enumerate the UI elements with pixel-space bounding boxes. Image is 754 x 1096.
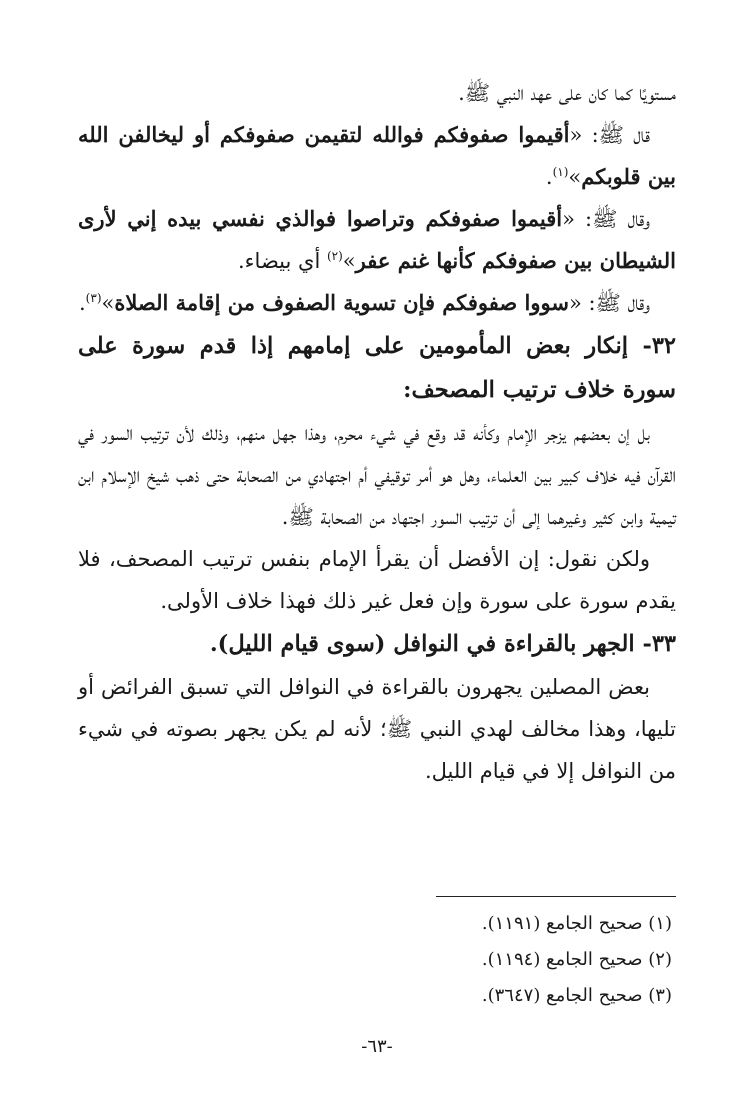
hadith-3-text: سووا صفوفكم فإن تسوية الصفوف من إقامة الصلاة (114, 290, 569, 315)
section-33-paragraph-1: بعض المصلين يجهرون بالقراءة في النوافل التي تسبق الفرائض أو تليها، وهذا مخالف لهدي النبي ﷺ؛ لأنه لم يكن يجهر بصوته في شيء من النوافل إلا في قيام الليل. (78, 675, 676, 783)
footnote-3: (٣) صحيح الجامع (٣٦٤٧). (481, 985, 672, 1006)
hadith-2-close: » (342, 249, 356, 273)
hadith-3 (78, 282, 676, 324)
hadith-2-intro: وقال ﷺ: « (562, 207, 650, 231)
footnote-1: (١) صحيح الجامع (١١٩١). (481, 913, 672, 934)
hadith-3-close: » (101, 291, 115, 315)
hadith-1-text: أقيموا صفوفكم فوالله لتقيمن صفوفكم أو ليخالفن الله بين قلوبكم (78, 122, 676, 189)
section-32-paragraph-1: بل إن بعضهم يزجر الإمام وكأنه قد وقع في شيء محرم، وهذا جهل منهم، وذلك لأن ترتيب السور في القرآن فيه خلاف كبير بين العلماء، وهل هو أمر توقيفي أم اجتهادي من الصحابة حتى ذهب شيخ الإسلام ابن تيمية وابن كثير وغيرهما إلى أن ترتيب السور اجتهاد من الصحابة ﷺ. (78, 421, 676, 529)
hadith-3-intro: وقال ﷺ: « (568, 291, 650, 315)
hadith-2 (78, 198, 676, 282)
section-32-paragraph-2: ولكن نقول: إن الأفضل أن يقرأ الإمام بنفس ترتيب المصحف، فلا يقدم سورة على سورة وإن فعل غير ذلك فهذا خلاف الأولى. (78, 547, 676, 613)
footnote-ref-1: (١) (552, 165, 569, 179)
hadith-2-text: أقيموا صفوفكم وتراصوا فوالذي نفسي بيده إني لأرى الشيطان بين صفوفكم كأنها غنم عفر (78, 206, 676, 273)
page-number: -٦٣- (361, 1036, 393, 1057)
footnote-2: (٢) صحيح الجامع (١١٩٤). (481, 949, 672, 970)
footnote-divider (436, 896, 676, 897)
section-32-heading: ٣٢- إنكار بعض المأمومين على إمامهم إذا قدم سورة على سورة خلاف ترتيب المصحف: (78, 333, 676, 403)
footnotes (78, 906, 672, 1014)
intro-line (78, 72, 676, 114)
hadith-1 (78, 114, 676, 198)
footnote-ref-2: (٢) (326, 249, 343, 263)
hadith-3-end: . (78, 291, 86, 315)
hadith-1-close: » (568, 165, 582, 189)
section-33-heading: ٣٣- الجهر بالقراءة في النوافل (سوى قيام الليل). (209, 631, 676, 657)
hadith-1-intro: قال ﷺ: « (569, 123, 650, 147)
hadith-2-end: أي بيضاء. (238, 249, 327, 273)
intro-text: مستويًا كما كان على عهد النبي ﷺ. (458, 81, 676, 105)
footnote-ref-3: (٣) (85, 291, 102, 305)
hadith-1-end: . (545, 165, 553, 189)
